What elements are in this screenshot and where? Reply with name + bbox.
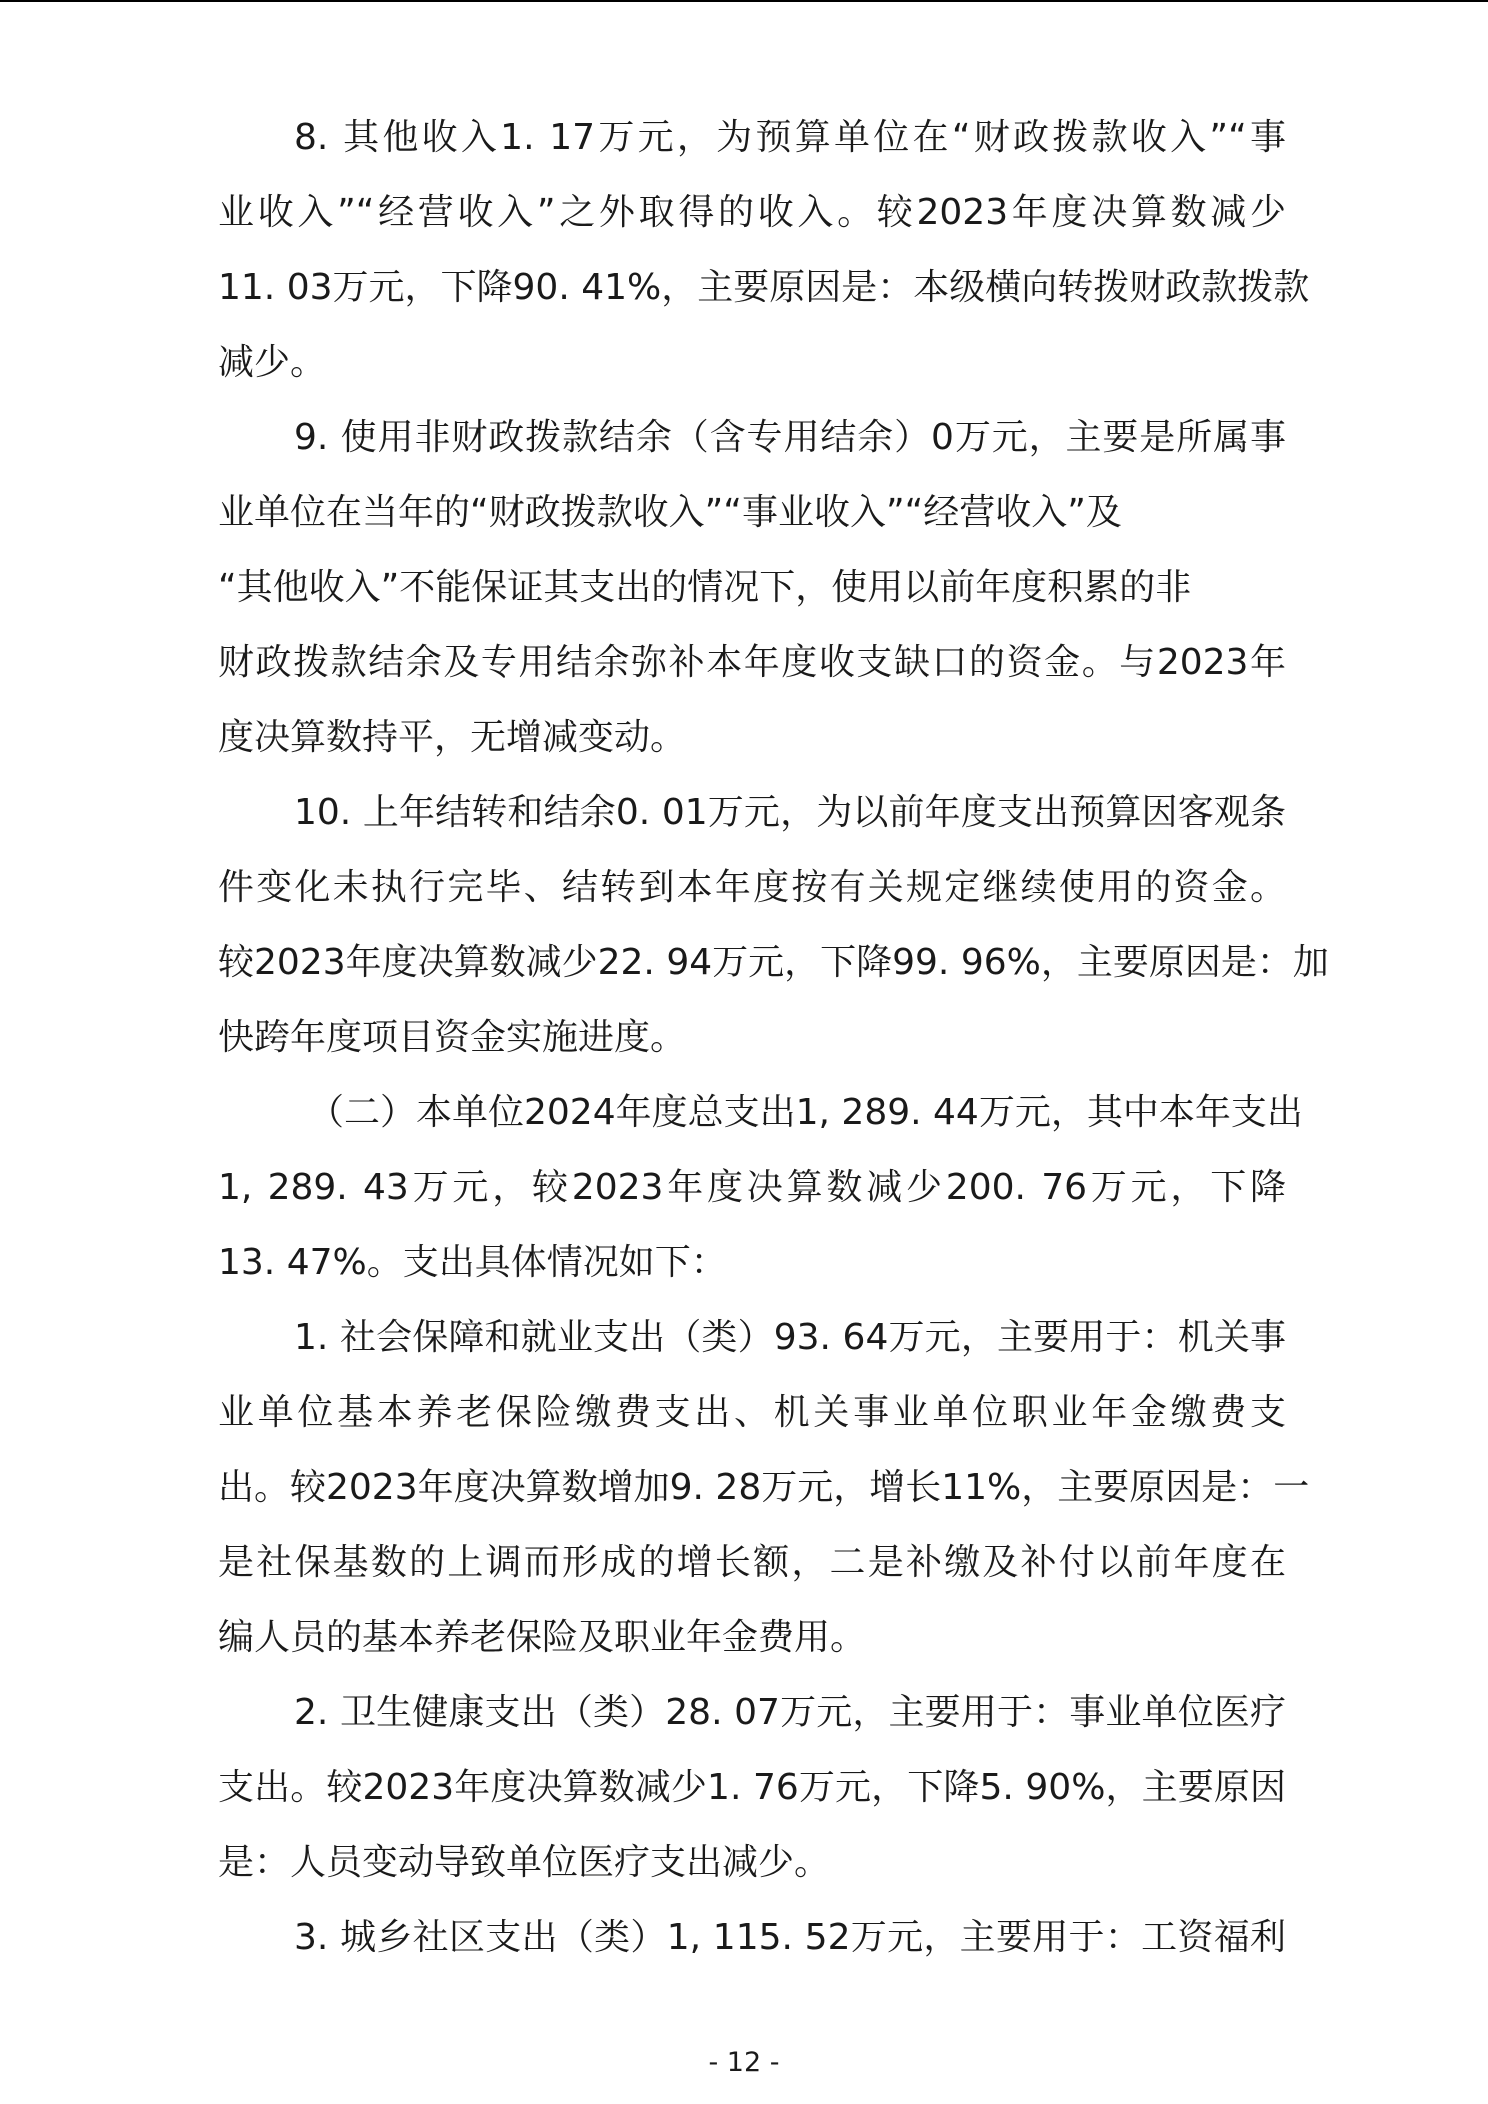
paragraph-line: 业收入”“经营收入”之外取得的收入。较2023年度决算数减少 <box>218 192 1286 233</box>
paragraph-line: 业单位基本养老保险缴费支出、机关事业单位职业年金缴费支 <box>218 1392 1286 1433</box>
paragraph-line: 是：人员变动导致单位医疗支出减少。 <box>218 1842 831 1883</box>
document-body <box>218 100 1329 1975</box>
paragraph-line: 快跨年度项目资金实施进度。 <box>218 1017 687 1058</box>
paragraph-line: 件变化未执行完毕、结转到本年度按有关规定继续使用的资金。 <box>218 867 1286 908</box>
paragraph-line: 10. 上年结转和结余0. 01万元，为以前年度支出预算因客观条 <box>294 792 1286 833</box>
paragraph-line: 1, 289. 43万元，较2023年度决算数减少200. 76万元，下降 <box>218 1167 1286 1208</box>
paragraph-line: 是社保基数的上调而形成的增长额，二是补缴及补付以前年度在 <box>218 1542 1286 1583</box>
paragraph-line: 编人员的基本养老保险及职业年金费用。 <box>218 1617 867 1658</box>
page-number: - 12 - <box>708 2047 780 2078</box>
paragraph-line: 2. 卫生健康支出（类）28. 07万元，主要用于：事业单位医疗 <box>294 1692 1286 1733</box>
paragraph-line: 9. 使用非财政拨款结余（含专用结余）0万元，主要是所属事 <box>294 417 1286 458</box>
paragraph-line: 11. 03万元，下降90. 41%，主要原因是：本级横向转拨财政款拨款 <box>218 267 1310 308</box>
paragraph-line: 财政拨款结余及专用结余弥补本年度收支缺口的资金。与2023年 <box>218 642 1286 683</box>
paragraph-line: 1. 社会保障和就业支出（类）93. 64万元，主要用于：机关事 <box>294 1317 1286 1358</box>
paragraph-line: 出。较2023年度决算数增加9. 28万元，增长11%，主要原因是：一 <box>218 1467 1310 1508</box>
paragraph-line: 较2023年度决算数减少22. 94万元，下降99. 96%，主要原因是：加 <box>218 942 1329 983</box>
paragraph-line: 3. 城乡社区支出（类）1, 115. 52万元，主要用于：工资福利 <box>294 1917 1286 1958</box>
paragraph-line: 减少。 <box>218 342 327 383</box>
paragraph-line: （二）本单位2024年度总支出1, 289. 44万元，其中本年支出 <box>308 1092 1303 1133</box>
paragraph-line: 业单位在当年的“财政拨款收入”“事业收入”“经营收入”及 <box>218 492 1122 533</box>
paragraph-line: 度决算数持平，无增减变动。 <box>218 717 687 758</box>
paragraph-line: 支出。较2023年度决算数减少1. 76万元，下降5. 90%，主要原因 <box>218 1767 1286 1808</box>
paragraph-line: “其他收入”不能保证其支出的情况下，使用以前年度积累的非 <box>218 567 1192 608</box>
paragraph-line: 13. 47%。支出具体情况如下： <box>218 1242 727 1283</box>
page-top-border <box>0 0 1488 2</box>
paragraph-line: 8. 其他收入1. 17万元，为预算单位在“财政拨款收入”“事 <box>294 117 1286 158</box>
